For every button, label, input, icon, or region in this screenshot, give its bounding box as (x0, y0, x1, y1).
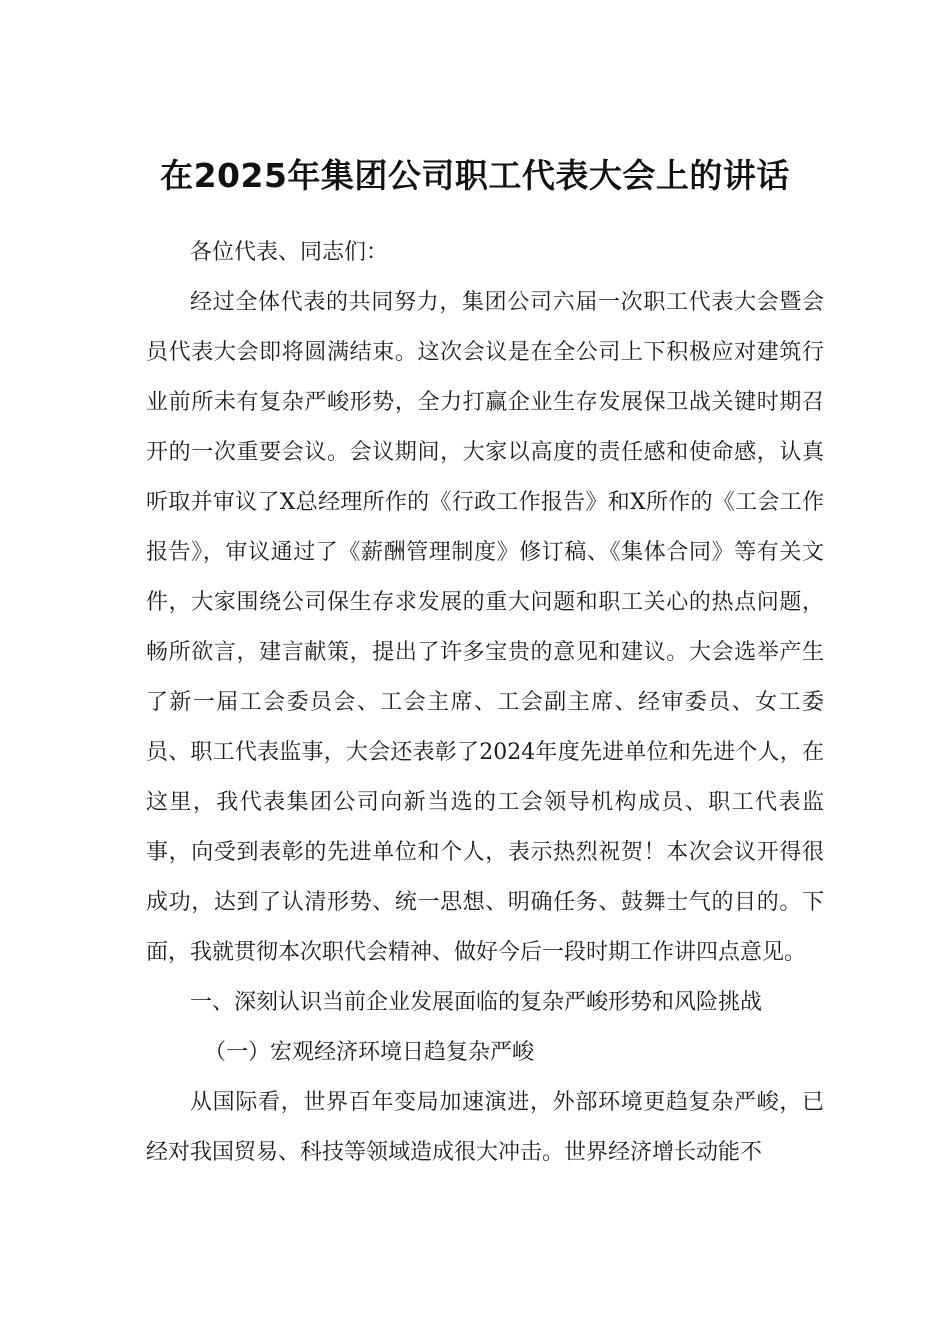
salutation: 各位代表、同志们： (190, 240, 389, 265)
body-paragraph: 经过全体代表的共同努力，集团公司六届一次职工代表大会暨会员代表大会即将圆满结束。这次会议是在全公司上下积极应对建筑行业前所未有复杂严峻形势，全力打赢企业生存发展保卫战关键时期召开的一次重要会议。会议期间，大家以高度的责任感和使命感，认真听取并审议了X总经理所作的《行政工作报告》和X所作的《工会工作报告》，审议通过了《薪酬管理制度》修订稿、《集体合同》等有关文件，大家围绕公司保生存求发展的重大问题和职工关心的热点问题，畅所欲言，建言献策，提出了许多宝贵的意见和建议。大会选举产生了新一届工会委员会、工会主席、工会副主席、经审委员、女工委员、职工代表监事，大会还表彰了2024年度先进单位和先进个人，在这里，我代表集团公司向新当选的工会领导机构成员、职工代表监事，向受到表彰的先进单位和个人，表示热烈祝贺！本次会议开得很成功，达到了认清形势、统一思想、明确任务、鼓舞士气的目的。下面，我就贯彻本次职代会精神、做好今后一段时期工作讲四点意见。 (146, 290, 824, 965)
section-heading: 一、深刻认识当前企业发展面临的复杂严峻形势和风险挑战 (190, 990, 763, 1015)
subsection-heading: （一）宏观经济环境日趋复杂严峻 (204, 1040, 535, 1065)
body-paragraph: 从国际看，世界百年变局加速演进，外部环境更趋复杂严峻，已经对我国贸易、科技等领域造成很大冲击。世界经济增长动能不 (146, 1090, 824, 1165)
document-title: 在2025年集团公司职工代表大会上的讲话 (160, 156, 790, 196)
document-body (146, 228, 824, 1178)
